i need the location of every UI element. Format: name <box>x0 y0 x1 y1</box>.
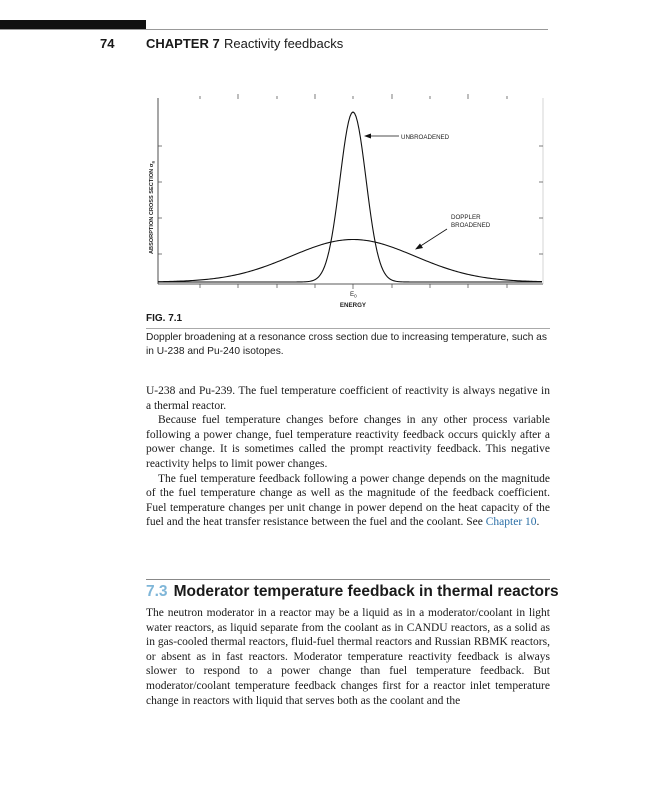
bottom-ticks <box>200 284 507 289</box>
see-text: See <box>466 516 483 529</box>
y-axis-label: ABSORPTION CROSS SECTION $\sigma_a$ <box>149 161 156 254</box>
left-ticks <box>158 146 162 254</box>
label-unbroadened: UNBROADENED <box>401 134 450 141</box>
chapter-label: CHAPTER 7 <box>146 36 220 51</box>
period: . <box>536 516 540 529</box>
figure-rule <box>146 328 550 329</box>
top-ticks <box>200 94 507 99</box>
section-heading <box>146 583 559 601</box>
page-number: 74 <box>100 36 115 51</box>
figure-doppler-broadening <box>145 86 550 314</box>
figure-label: FIG. 7.1 <box>146 313 183 324</box>
unbroadened-arrowhead <box>364 134 371 139</box>
chapter-title: Reactivity feedbacks <box>224 36 344 51</box>
header-rule <box>0 29 548 30</box>
section-body <box>146 606 550 708</box>
chapter-10-link[interactable]: Chapter 10 <box>485 516 537 529</box>
paragraph: The neutron moderator in a reactor may be a liquid as in a moderator/coolant in light water reactors, as liquid separate from the coolant as in CANDU reactors, as a solid as in gas-cooled thermal reactors, fluid-fuel thermal reactors and Russian RBMK reactors, or absent as in fast reactors. Moderator temperature reactivity feedback is always slower to respond to a power change than fuel temperature feedback. But moderator/coolant temperature feedback changes first for a reactor inlet temperature change in reactors with liquid that serves both as the coolant and the <box>146 607 550 707</box>
body-text <box>146 384 550 530</box>
label-broadened: BROADENED <box>451 222 491 229</box>
label-doppler: DOPPLER <box>451 214 481 221</box>
broadened-arrow <box>419 229 447 247</box>
section-rule <box>146 579 550 580</box>
figure-caption: Doppler broadening at a resonance cross section due to increasing temperature, such as in U-238 and Pu-240 isotopes. <box>146 332 547 357</box>
paragraph <box>146 472 550 530</box>
section-title: Moderator temperature feedback in thermal reactors <box>173 583 559 600</box>
section-number: 7.3 <box>146 583 168 600</box>
series-unbroadened-line <box>158 112 542 282</box>
chart-svg <box>145 86 550 314</box>
paragraph: U-238 and Pu-239. The fuel temperature coefficient of reactivity is always negative in a thermal reactor. <box>146 385 550 412</box>
series-doppler-broadened-line <box>158 240 542 282</box>
paragraph: Because fuel temperature changes before changes in any other process variable following a power change, fuel temperature reactivity feedback occurs quickly after a power change. It is sometimes called the prompt reactivity feedback. This negative reactivity helps to limit power changes. <box>146 414 550 470</box>
x-axis-label: ENERGY <box>339 302 367 309</box>
x-tick-e0: $E_0$ <box>350 291 357 299</box>
broadened-arrowhead <box>415 244 423 250</box>
right-ticks <box>539 146 543 254</box>
paragraph-text: The fuel temperature feedback following a power change depends on the magnitude of the fuel temperature change as well as the magnitude of the feedback coefficient. Fuel temperature changes per unit change in power depend on the heat capacity of the fuel and the heat transfer resistance between the fuel and the coolant. <box>146 472 550 529</box>
